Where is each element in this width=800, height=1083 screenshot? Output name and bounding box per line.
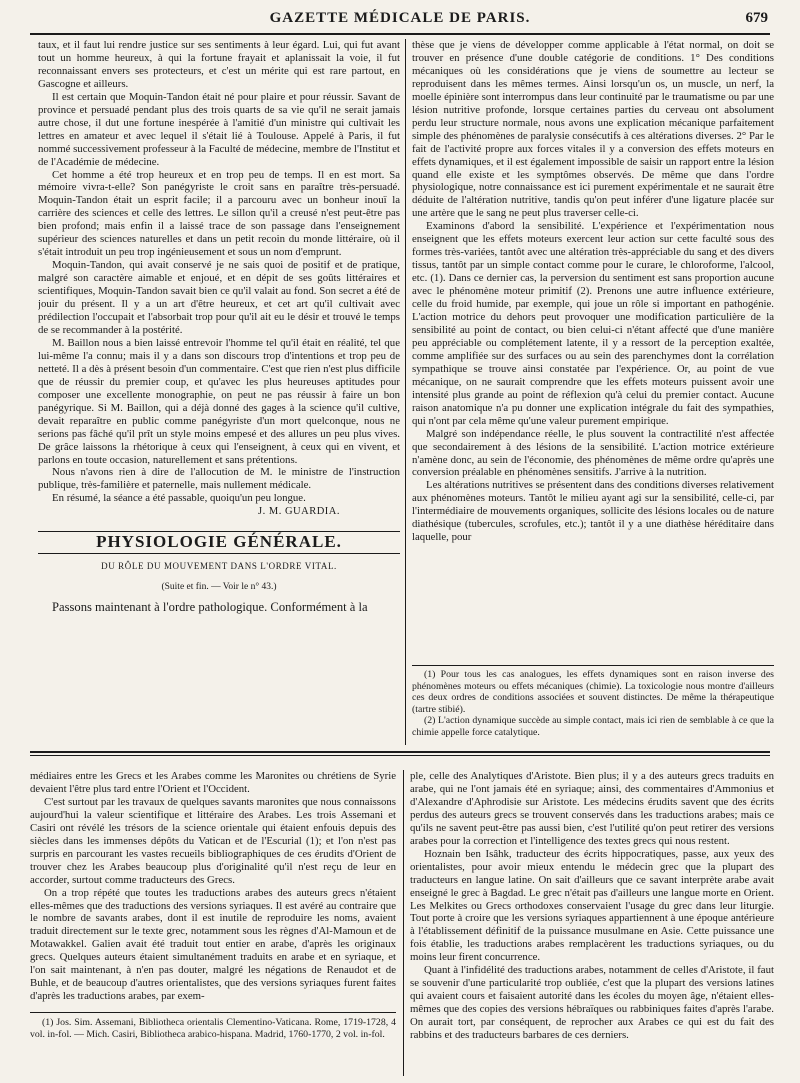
section-title: PHYSIOLOGIE GÉNÉRALE.: [38, 531, 400, 554]
column-lower-right: [410, 770, 774, 1076]
paragraph: Nous n'avons rien à dire de l'allocution de M. le ministre de l'instruction publique, très-familière et paternelle, mais nullement médicale.: [38, 466, 400, 492]
paragraph: Quant à l'infidélité des traductions arabes, notamment de celles d'Aristote, il faut se souvenir d'une particularité trop oubliée, c'est que la plupart des versions latines qui avaient cours et faisaient autorité dans les écoles du moyen âge, n'étaient elles-mêmes que des copies des versions hébraïques ou rabbiniques faites d'après l'arabe. On aurait tort, par conséquent, de reprocher aux Arabes ce qui est du fait des rabbins et des traducteurs barbares de ces derniers.: [410, 964, 774, 1042]
paragraph: taux, et il faut lui rendre justice sur ses sentiments à leur égard. Lui, qui fut avant tout un homme heureux, à qui la fortune frayait et aplanissait la voie, il fut reconnaissant envers ses protecteurs, et c'est un mérite qui est rare partout, en Gascogne et ailleurs.: [38, 39, 400, 90]
paragraph: En résumé, la séance a été passable, quoiqu'un peu longue.: [52, 492, 306, 505]
section-rule: [30, 751, 770, 753]
journal-title: GAZETTE MÉDICALE DE PARIS.: [269, 10, 531, 26]
paragraph: Examinons d'abord la sensibilité. L'expérience et l'expérimentation nous enseignent que les effets moteurs exercent leur action sur cette faculté sous des formes très-variées, tantôt avec une altération très-appréciable du sang et des divers tissus, tantôt par un simple contact comme pour le curare, le chloroforme, l'alcool, etc. (1). Dans ce dernier cas, la perversion du sentiment est sans proportion aucune avec le phénomène moteur primitif (2). Prenons une autre influence extérieure, celle du froid humide, par exemple, qui joue un rôle si important en pathogénie. L'action motrice du dehors peut provoquer une modification particulière de la sensibilité au point de contact, ou bien celui-ci n'étant affecté que d'une manière peu appréciable ou complétement latente, il y a ressort de la perception exaltée, comme amplifiée sur des surfaces ou au sein des parenchymes dont la corrélation sympathique se trouve ainsi constatée par l'expérience. Or, au point de vue mécanique, on ne saurait comprendre que les effets moteurs puissent avoir une intensité plus grande au point de réflexion qu'à celui du premier contact. Aucune raison anatomique n'a pu donner une explication intégrale du fait des sympathies, qui n'ont par cela même qu'une valeur purement empirique.: [412, 220, 774, 427]
paragraph: Moquin-Tandon, qui avait conservé je ne sais quoi de positif et de pratique, malgré son caractère aimable et enjoué, et en dépit de ses goûts littéraires et scientifiques, Moquin-Tandon savait bien ce qu'il valait au fond. Son secret a été de jouir du présent. Il y a un art d'être heureux, et cet art qu'il cultivait avec prédilection l'occupait et l'absorbait trop pour qu'il ait eu le désir et trouvé le temps de se recommander à la postérité.: [38, 259, 400, 336]
paragraph: ple, celle des Analytiques d'Aristote. Bien plus; il y a des auteurs grecs traduits en arabe, qui ne l'ont jamais été en syriaque; ainsi, des commentaires d'Ammonius et d'Alexandre d'Aphrodisie sur Aristote. Les médecins érudits savent que des écrits perdus des auteurs grecs se trouvent conservés dans les traductions arabes; mais ce qu'ils ne savent peut-être pas aussi bien, c'est l'utilité qu'on peut retirer des versions arabes pour la correction et l'intelligence des textes grecs qui nous restent.: [410, 770, 774, 847]
column-upper-right: [412, 39, 774, 609]
paragraph: M. Baillon nous a bien laissé entrevoir l'homme tel qu'il était en réalité, tel que lui-même l'a connu; mais il y a dans son discours trop d'intentions et trop peu de netteté. Il a dès à présent besoin d'un commentaire. C'est que rien n'est plus difficile que de réussir du premier coup, et qu'avec les plus heureuses aptitudes pour composer une excellente monographie, on peut ne pas réussir à faire un bon panégyrique. Si M. Baillon, qui a déjà donné des gages à la science qu'il cultive, devait reparaître en public comme panégyriste d'un mort quelconque, nous ne serions pas fâché qu'il prît un style moins empesé et des allures un peu plus vives. De grâce laissons la rhétorique à ceux qui l'enseignent, à ceux qui en vivent, et parlons en toute occasion, naturellement et sans prétentions.: [38, 336, 400, 466]
paragraph: C'est surtout par les travaux de quelques savants maronites que nous connaissons aujourd'hui la valeur scientifique et littéraire des Arabes. Les trois Assemani et Casiri ont révélé les trésors de la science orientale qui étaient enfouis depuis des siècles dans les immenses dépôts du Vatican et de l'Escurial (1); et l'on n'est pas surpris en parcourant les vastes recueils bibliographiques de ces érudits d'Orient de trouver chez les Arabes beaucoup plus d'originalité qu'il n'est reçu de leur en accorder, surtout comme traducteurs des Grecs.: [30, 795, 396, 886]
section-rule-thin: [30, 755, 770, 756]
paragraph: Cet homme a été trop heureux et en trop peu de temps. Il en est mort. Sa mémoire vivra-t-elle? Son panégyriste le croit sans en paraître très-persuadé. Moquin-Tandon était un esprit facile; il a parcouru avec un bonheur inouï la carrière des sciences et celle des lettres. Le sillon qu'il a creusé n'est peut-être pas bien profond; mais enfin il a laissé trace de son passage dans l'enseignement supérieur des sciences naturelles et dans un petit recoin du monde littéraire, où il s'était introduit un peu trop ingénieusement et sous un nom d'emprunt.: [38, 168, 400, 259]
page-header: [30, 6, 770, 32]
footnotes-lower-left: [30, 1017, 396, 1077]
paragraph: Il est certain que Moquin-Tandon était né pour plaire et pour réussir. Savant de province et persuadé pendant plus des trois quarts de sa vie qu'il ne serait jamais autre chose, il dut une fortune inespérée à l'amitié d'un ministre qui cultivait les lettres en amateur et avec lequel il s'était lié à Toulouse. Appelé à Paris, il fut nommé successivement professeur à la Faculté de médecine, membre de l'Institut et de l'Académie de médecine.: [38, 90, 400, 168]
paragraph: médiaires entre les Grecs et les Arabes comme les Maronites ou chrétiens de Syrie devaient l'être plus tard entre l'Orient et l'Occident.: [30, 770, 396, 795]
author-signature: J. M. GUARDIA.: [258, 506, 340, 518]
footnote-rule: [412, 665, 774, 666]
section-note: (Suite et fin. — Voir le n° 43.): [161, 582, 277, 593]
paragraph: Les altérations nutritives se présentent dans des conditions diverses relativement aux phénomènes moteurs. Tantôt le milieu ayant agi sur la sensibilité, celle-ci, par l'intermédiaire de mouvements organiques, sollicite des lésions locales ou de nature diathésique (tubercules, scrofules, etc.); tantôt il y a une diathèse héréditaire dans laquelle, pour: [412, 479, 774, 544]
footnotes-upper-right: [412, 669, 774, 747]
footnote: (1) Jos. Sim. Assemani, Bibliotheca orientalis Clementino-Vaticana. Rome, 1719-1728, 4 vol. in-fol. — Mich. Casiri, Bibliotheca arabico-hispana. Madrid, 1760-1770, 2 vol. in-fol.: [30, 1017, 396, 1040]
paragraph: Malgré son indépendance réelle, le plus souvent la contractilité n'est affectée que secondairement à des lésions de la sensibilité. L'action motrice extérieure n'amène donc, au sein de l'économie, des phénomènes de même ordre qu'après une conversion préalable en phénomènes sensitifs. J'arrive à la nutrition.: [412, 427, 774, 479]
column-upper-left: [38, 39, 400, 749]
section-lead: Passons maintenant à l'ordre pathologique. Conformément à la: [52, 600, 368, 615]
footnote: (2) L'action dynamique succède au simple contact, mais ici rien de semblable à ce que la chimie appelle force catalytique.: [412, 715, 774, 738]
section-subtitle: DU RÔLE DU MOUVEMENT DANS L'ORDRE VITAL.: [101, 561, 337, 572]
column-divider: [403, 770, 404, 1076]
column-lower-left: [30, 770, 396, 1005]
paragraph: thèse que je viens de développer comme applicable à l'état normal, on doit se trouver en présence d'une double catégorie de conditions. 1° Des conditions mécaniques où les considérations que je viens de soumettre au lecteur se reproduisent dans les mêmes termes. Ainsi lorsqu'un os, un muscle, un nerf, la moelle épinière sont interrompus dans leur continuité par le traumatisme ou par une lésion nutritive profonde, lorsque certaines parties du cerveau ont absolument perdu leur structure normale, nous avons une explication mécanique parfaitement simple des phénomènes de paralysie consécutifs à ces altérations diverses. 2° Par le fait de l'activité propre aux forces vitales il y a conversion des effets moteurs en effets dynamiques, et il est également impossible de saisir un rapport entre la lésion quand elle existe et les symptômes observés. De même que dans l'ordre physiologique, notre connaissance est ici purement expérimentale et ne saurait être déduite de l'altération nutritive, tandis qu'on peut inférer d'une ligature placée sur une artère que le sang ne peut plus traverser celle-ci.: [412, 39, 774, 220]
paragraph: On a trop répété que toutes les traductions arabes des auteurs grecs n'étaient elles-mêmes que des traductions des versions syriaques. Il est avéré au contraire que le nombre de savants arabes, dont il est inutile de reproduire les noms, avaient traduit directement sur le texte grec, notamment sous les règnes d'Al-Mamoun et de Motawakkel. Galien avait été traduit tout entier en arabe, d'après les originaux grecs. Quelques auteurs étaient simultanément traduits en arabe et en syriaque, et l'on sait maintenant, à n'en pas douter, malgré les négations de Renaudot et de Buhle, et de beaucoup d'autres orientalistes, que des versions syriaques furent faites d'après les traductions arabes, par exem-: [30, 886, 396, 1003]
footnote-rule: [30, 1012, 396, 1013]
paragraph: Hoznain ben Isâhk, traducteur des écrits hippocratiques, passe, aux yeux des orientalistes, pour avoir mieux entendu le médecin grec que la plupart des traducteurs en langue latine. On sait d'ailleurs que ce savant interprète arabe avait enseigné le grec à Bagdad. Le grec n'était pas d'ailleurs une langue morte en Orient. Les Melkites ou Grecs orthodoxes conservaient l'usage du grec dans leur liturgie. Tout porte à croire que les versions syriaques appartiennent à une époque antérieure à l'établissement définitif de la puissance musulmane en Asie. Cette puissance une fois établie, les traductions arabes remplacèrent les traductions syriaques, ou du moins leur firent concurrence.: [410, 847, 774, 964]
footnote: (1) Pour tous les cas analogues, les effets dynamiques sont en raison inverse des phénomènes moteurs ou effets mécaniques (chimie). La toxicologie nous montre d'ailleurs ces deux ordres de conditions associées et souvent distinctes. De même la thérapeutique (tartre stibié).: [412, 669, 774, 715]
column-divider: [405, 39, 406, 745]
page-number: 679: [745, 10, 768, 26]
header-rule: [30, 33, 770, 35]
